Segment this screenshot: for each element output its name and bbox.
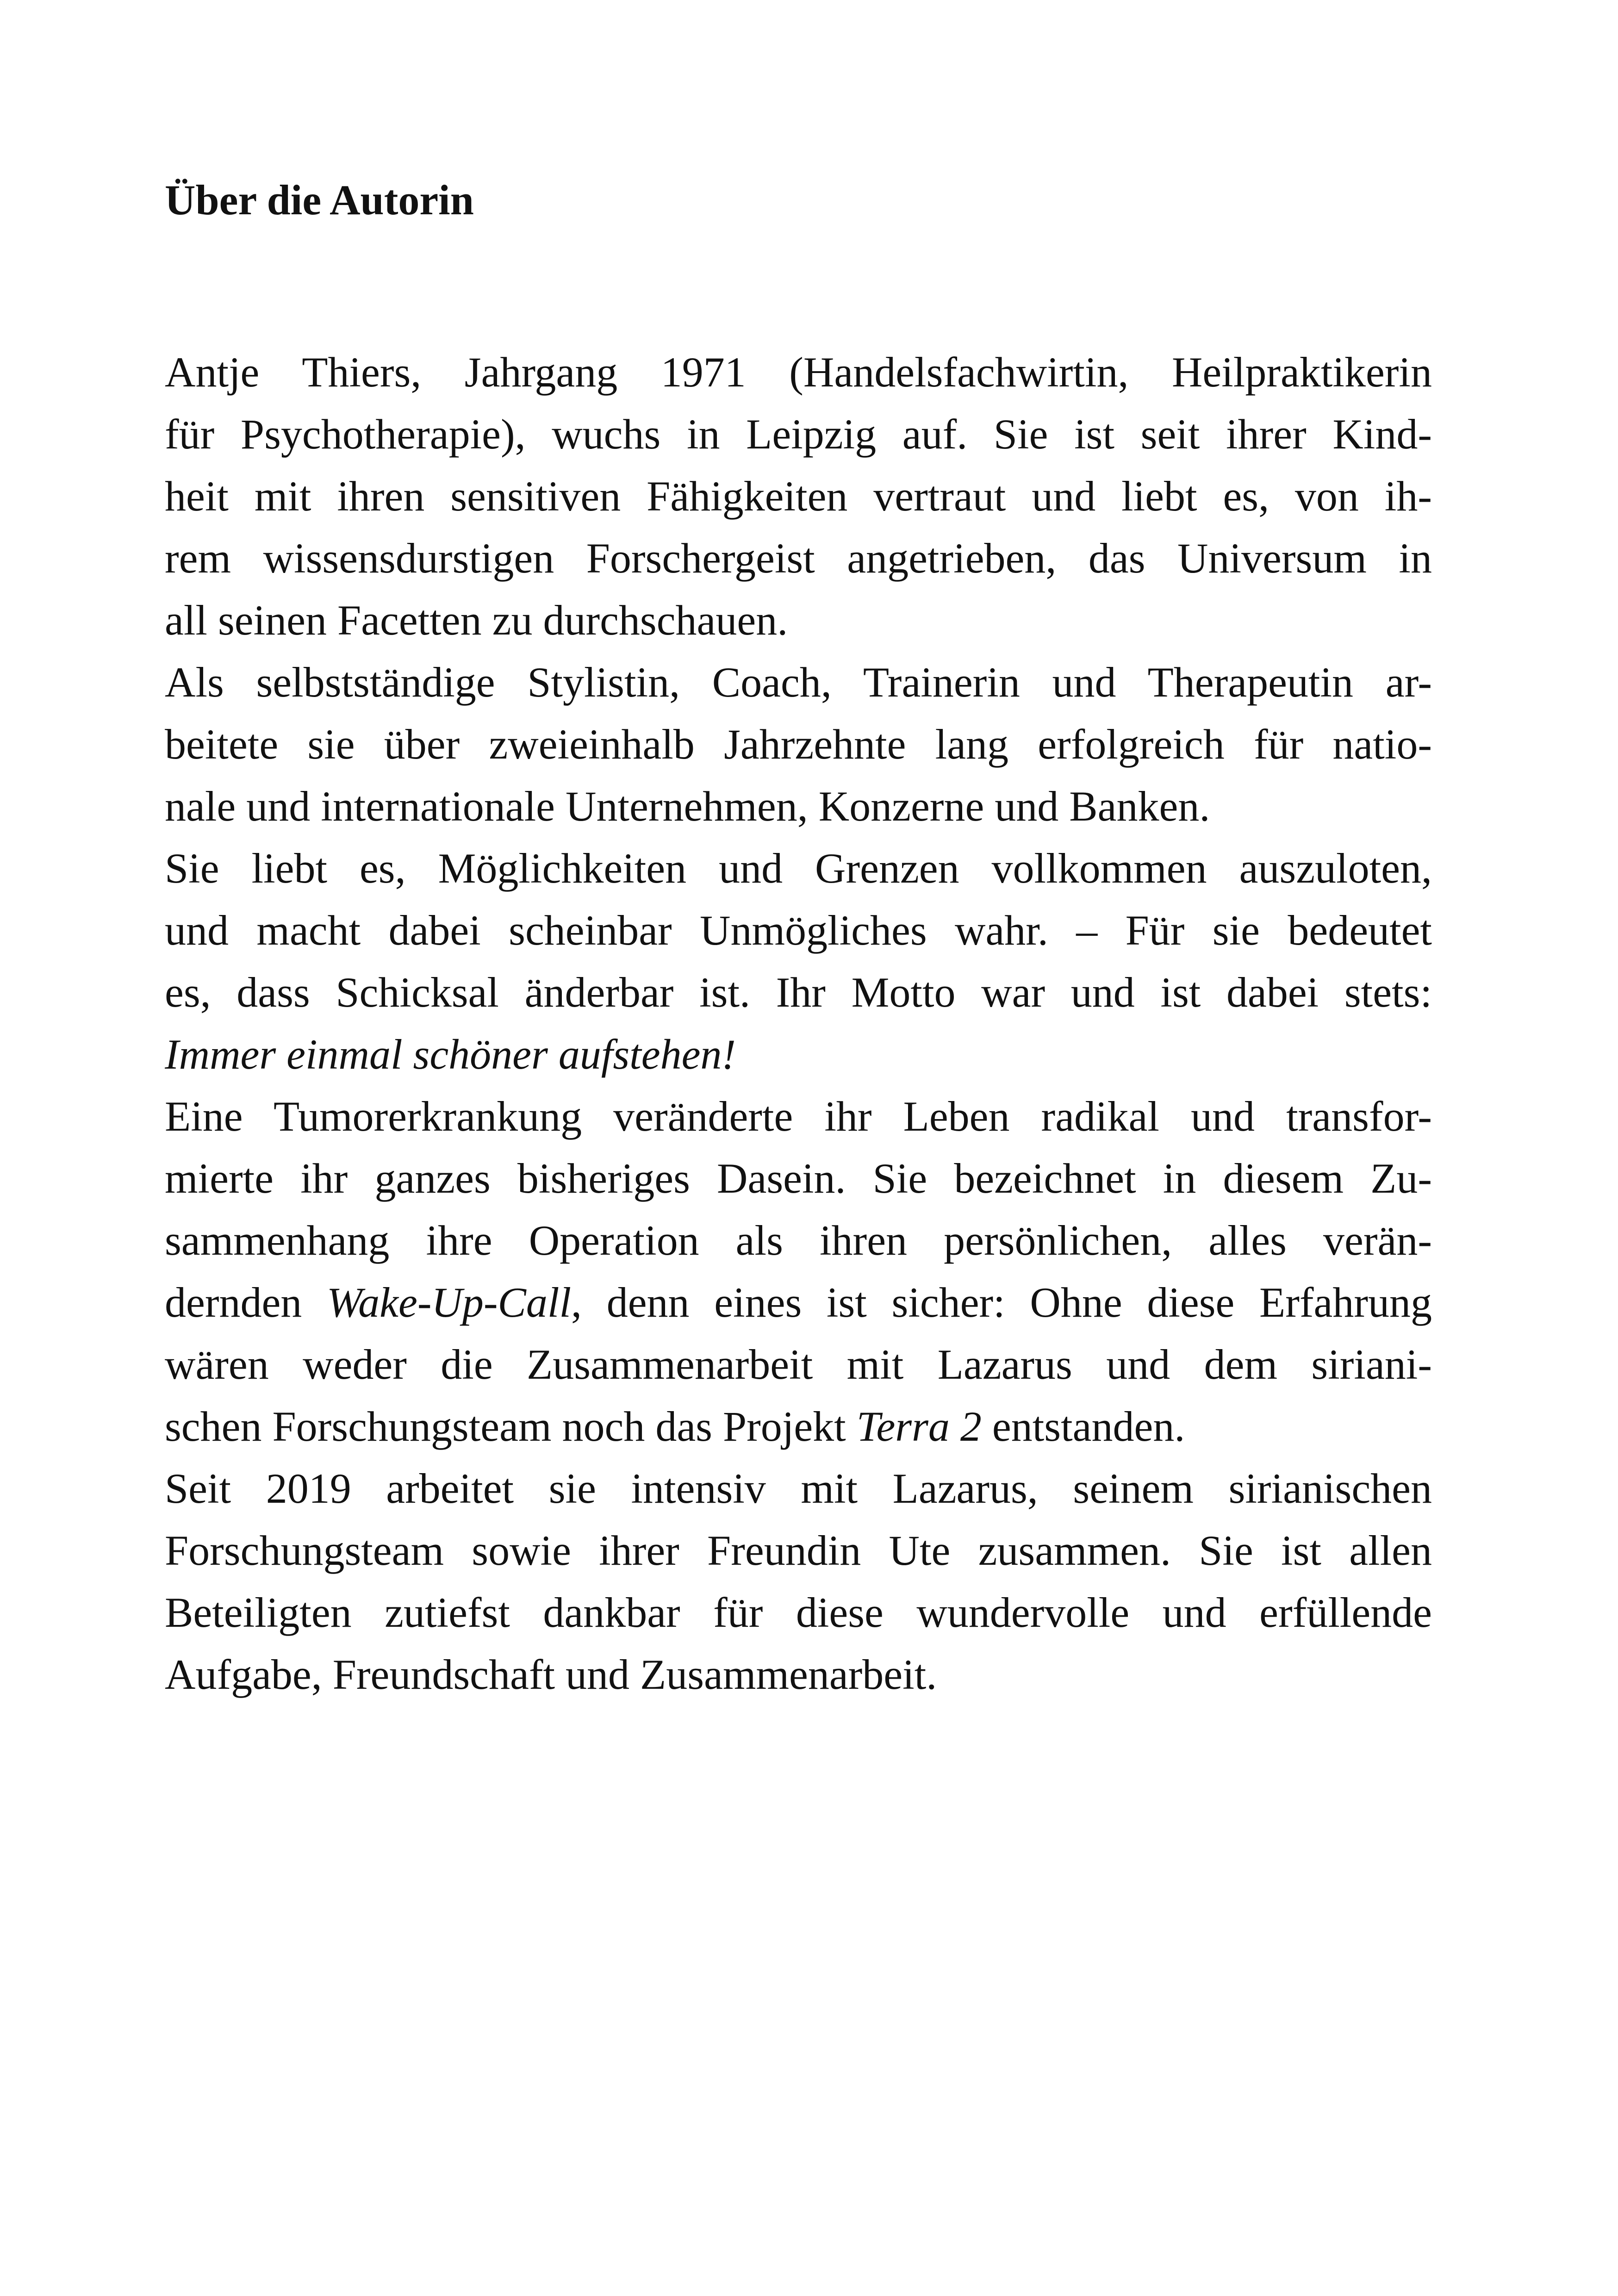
text-line [165,775,1432,837]
text-span: Seit 2019 arbeitet sie intensiv mit Lazarus, seinem sirianischen [165,1465,1432,1512]
text-span: heit mit ihren sensitiven Fähigkeiten vertraut und liebt es, von ih- [165,473,1432,520]
text-span: sammenhang ihre Operation als ihren persönlichen, alles verän- [165,1217,1432,1264]
text-span: Sie liebt es, Möglichkeiten und Grenzen vollkommen auszuloten, [165,845,1432,892]
text-span: Forschungsteam sowie ihrer Freundin Ute zusammen. Sie ist allen [165,1527,1432,1574]
text-span: mierte ihr ganzes bisheriges Dasein. Sie bezeichnet in diesem Zu- [165,1155,1432,1202]
text-line [165,465,1432,527]
text-line [165,651,1432,713]
text-line [165,1581,1432,1643]
page-title: Über die Autorin [165,176,474,224]
text-span: Antje Thiers, Jahrgang 1971 (Handelsfachwirtin, Heilpraktikerin [165,348,1432,396]
text-span: all seinen Facetten zu durchschauen. [165,597,788,644]
text-span: für Psychotherapie), wuchs in Leipzig auf. Sie ist seit ihrer Kind- [165,411,1432,458]
text-line [165,589,1432,651]
text-span: , denn eines ist sicher: Ohne diese Erfahrung [571,1279,1432,1326]
italic-text: Terra 2 [856,1403,982,1450]
text-line [165,1271,1432,1333]
text-line [165,403,1432,465]
author-bio-section [165,172,1432,1705]
text-span: und macht dabei scheinbar Unmögliches wahr. – Für sie bedeutet [165,907,1432,954]
text-line [165,1085,1432,1147]
text-line [165,527,1432,589]
text-line [165,1209,1432,1271]
text-line [165,1643,1432,1705]
text-line [165,1333,1432,1395]
italic-text: Wake-Up-Call [326,1279,572,1326]
text-span: Eine Tumorerkrankung veränderte ihr Leben radikal und transfor- [165,1093,1432,1140]
text-span: Als selbstständige Stylistin, Coach, Trainerin und Therapeutin ar- [165,659,1432,706]
text-line [165,1457,1432,1519]
text-span: Aufgabe, Freundschaft und Zusammenarbeit. [165,1651,937,1698]
text-line [165,341,1432,403]
text-span: entstanden. [981,1403,1185,1450]
text-span: nale und internationale Unternehmen, Konzerne und Banken. [165,783,1210,830]
text-span: rem wissensdurstigen Forschergeist angetrieben, das Universum in [165,535,1432,582]
text-line [165,899,1432,961]
text-span: Beteiligten zutiefst dankbar für diese wundervolle und erfüllende [165,1589,1432,1636]
text-span: wären weder die Zusammenarbeit mit Lazarus und dem siriani- [165,1341,1432,1388]
italic-text: Immer einmal schöner aufstehen! [165,1031,736,1078]
text-line [165,1147,1432,1209]
text-line [165,1395,1432,1457]
text-line [165,1023,1432,1085]
text-span: es, dass Schicksal änderbar ist. Ihr Motto war und ist dabei stets: [165,969,1432,1016]
author-bio-text [165,341,1432,1705]
text-span: beitete sie über zweieinhalb Jahrzehnte lang erfolgreich für natio- [165,721,1432,768]
text-line [165,961,1432,1023]
text-span: schen Forschungsteam noch das Projekt [165,1403,857,1450]
text-line [165,837,1432,899]
text-line [165,1519,1432,1581]
text-span: dernden [165,1279,327,1326]
text-line [165,713,1432,775]
